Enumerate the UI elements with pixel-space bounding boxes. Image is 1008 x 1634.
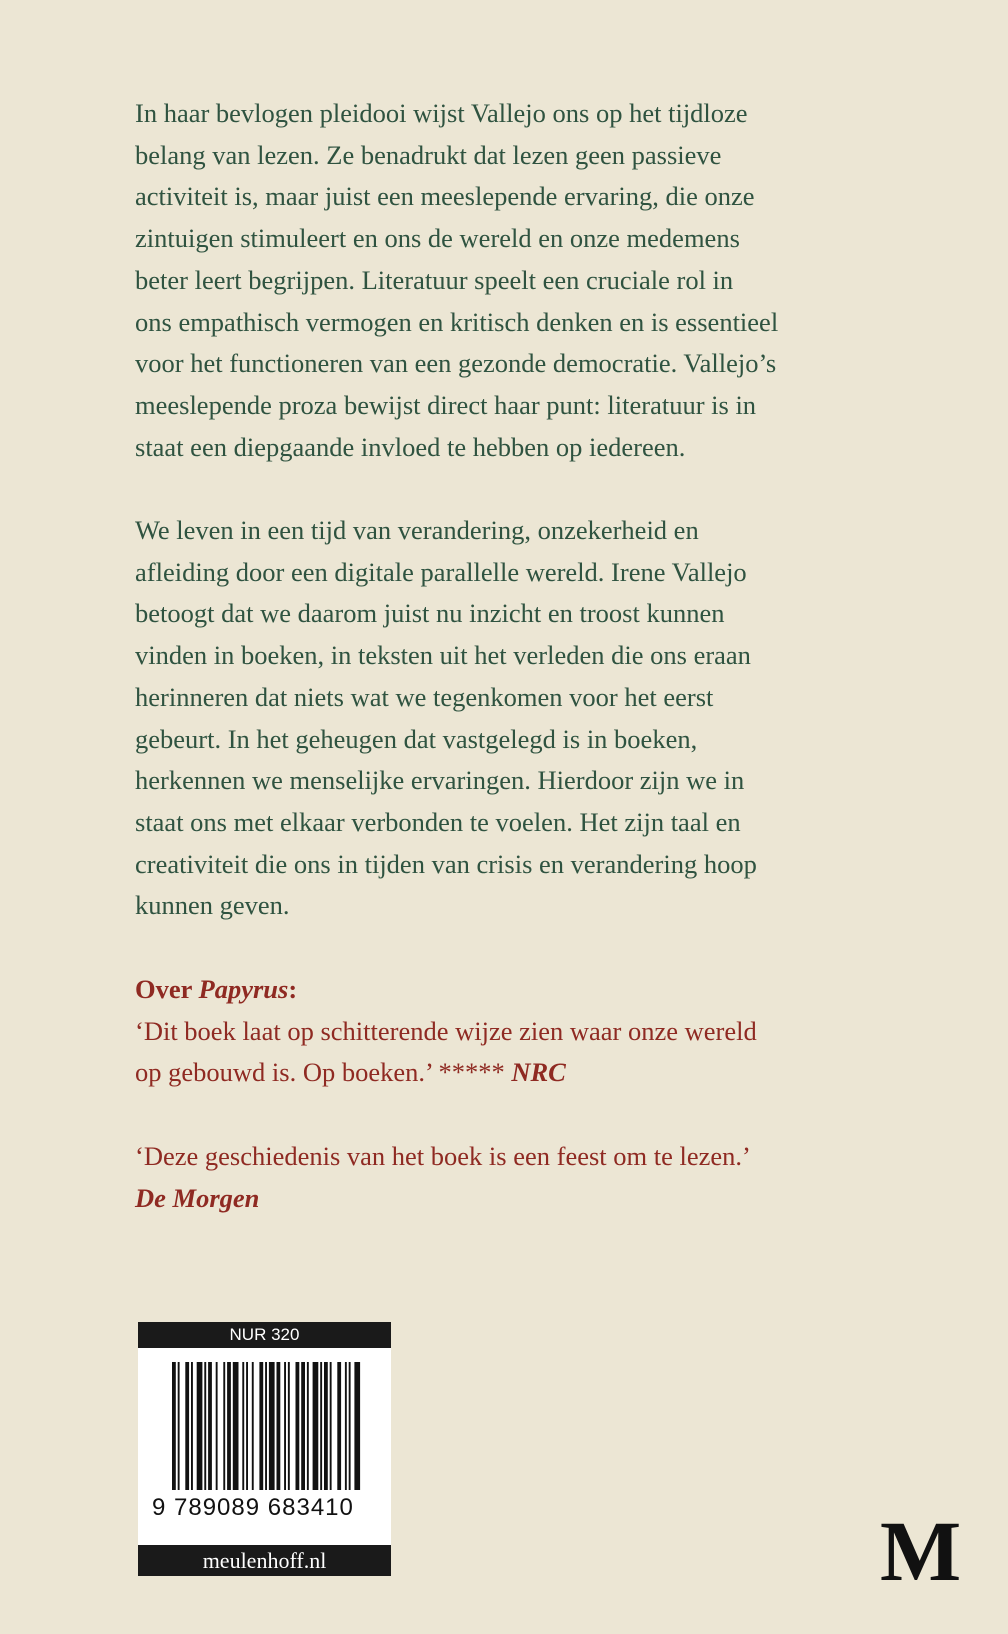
barcode-bars	[172, 1362, 362, 1490]
text-line: staat ons met elkaar verbonden te voelen. Het zijn taal en	[135, 806, 741, 837]
review-source: De Morgen	[135, 1182, 260, 1213]
barcode-bar	[337, 1362, 341, 1490]
barcode-bar	[208, 1362, 212, 1490]
text-line: vinden in boeken, in teksten uit het verleden die ons eraan	[135, 640, 751, 671]
review-quote-line: ‘Dit boek laat op schitterende wijze zien waar onze wereld	[135, 1015, 757, 1046]
description-paragraph-1	[135, 93, 915, 468]
review-heading-prefix: Over	[135, 974, 199, 1004]
review-heading	[135, 969, 935, 1011]
barcode-bar	[324, 1362, 328, 1490]
barcode-bar	[185, 1362, 189, 1490]
publisher-logo: M	[880, 1503, 962, 1599]
review-quote-line	[135, 1052, 935, 1094]
publisher-website: meulenhoff.nl	[138, 1545, 391, 1576]
barcode-bar	[216, 1362, 218, 1490]
text-line: zintuigen stimuleert en ons de wereld en onze medemens	[135, 223, 740, 254]
text-line: voor het functioneren van een gezonde democratie. Vallejo’s	[135, 348, 777, 379]
barcode-bar	[345, 1362, 347, 1490]
barcode-bar	[330, 1362, 332, 1490]
text-line: meeslepende proza bewijst direct haar punt: literatuur is in	[135, 389, 757, 420]
barcode-bar	[172, 1362, 176, 1490]
review-source: NRC	[511, 1057, 566, 1088]
text-line: creativiteit die ons in tijden van crisis en verandering hoop	[135, 848, 757, 879]
text-line: gebeurt. In het geheugen dat vastgelegd is in boeken,	[135, 723, 698, 754]
barcode-bar	[246, 1362, 248, 1490]
barcode-bar	[269, 1362, 275, 1490]
barcode-bar	[204, 1362, 206, 1490]
text-line: belang van lezen. Ze benadrukt dat lezen geen passieve	[135, 139, 722, 170]
description-paragraph-2	[135, 510, 915, 927]
text-line: betoogt dat we daarom juist nu inzicht en troost kunnen	[135, 598, 725, 629]
barcode-bar	[301, 1362, 305, 1490]
barcode-bar	[197, 1362, 203, 1490]
review-heading-title: Papyrus	[198, 974, 289, 1004]
text-line: We leven in een tijd van verandering, onzekerheid en	[135, 515, 699, 545]
isbn-number: 9 789089 683410	[152, 1494, 354, 1521]
barcode-bar	[191, 1362, 193, 1490]
text-line: beter leert begrijpen. Literatuur speelt een cruciale rol in	[135, 264, 734, 295]
barcode-bar	[288, 1362, 290, 1490]
barcode-bar	[242, 1362, 244, 1490]
barcode-bar	[307, 1362, 309, 1490]
text-line: ons empathisch vermogen en kritisch denken en is essentieel	[135, 306, 779, 337]
text-line: herkennen we menselijke ervaringen. Hierdoor zijn we in	[135, 765, 745, 796]
barcode-bar	[354, 1362, 360, 1490]
barcode-bar	[259, 1362, 263, 1490]
barcode-bar	[265, 1362, 267, 1490]
text-line: In haar bevlogen pleidooi wijst Vallejo ons op het tijdloze	[135, 98, 748, 128]
review-block-demorgen	[135, 1136, 935, 1219]
barcode-bar	[320, 1362, 322, 1490]
review-quote-line: ‘Deze geschiedenis van het boek is een feest om te lezen.’	[135, 1141, 751, 1171]
review-heading-suffix: :	[288, 974, 298, 1004]
barcode-bar	[296, 1362, 300, 1490]
text-line: staat een diepgaande invloed te hebben op iedereen.	[135, 431, 686, 462]
barcode-bar	[223, 1362, 225, 1490]
barcode-bar	[233, 1362, 239, 1490]
nur-code: NUR 320	[138, 1322, 391, 1348]
text-line: activiteit is, maar juist een meeslepende ervaring, die onze	[135, 181, 755, 212]
barcode-bar	[277, 1362, 281, 1490]
isbn-barcode	[138, 1322, 391, 1576]
barcode-bar	[252, 1362, 254, 1490]
review-quote-text: op gebouwd is. Op boeken.’ *****	[135, 1057, 512, 1088]
text-line: afleiding door een digitale parallelle wereld. Irene Vallejo	[135, 556, 747, 587]
text-line: herinneren dat niets wat we tegenkomen voor het eerst	[135, 681, 714, 712]
review-block-papyrus	[135, 969, 935, 1094]
barcode-bar	[284, 1362, 286, 1490]
barcode-bar	[349, 1362, 351, 1490]
barcode-bar	[313, 1362, 319, 1490]
barcode-bar	[227, 1362, 231, 1490]
barcode-bar	[178, 1362, 180, 1490]
text-line: kunnen geven.	[135, 890, 290, 921]
